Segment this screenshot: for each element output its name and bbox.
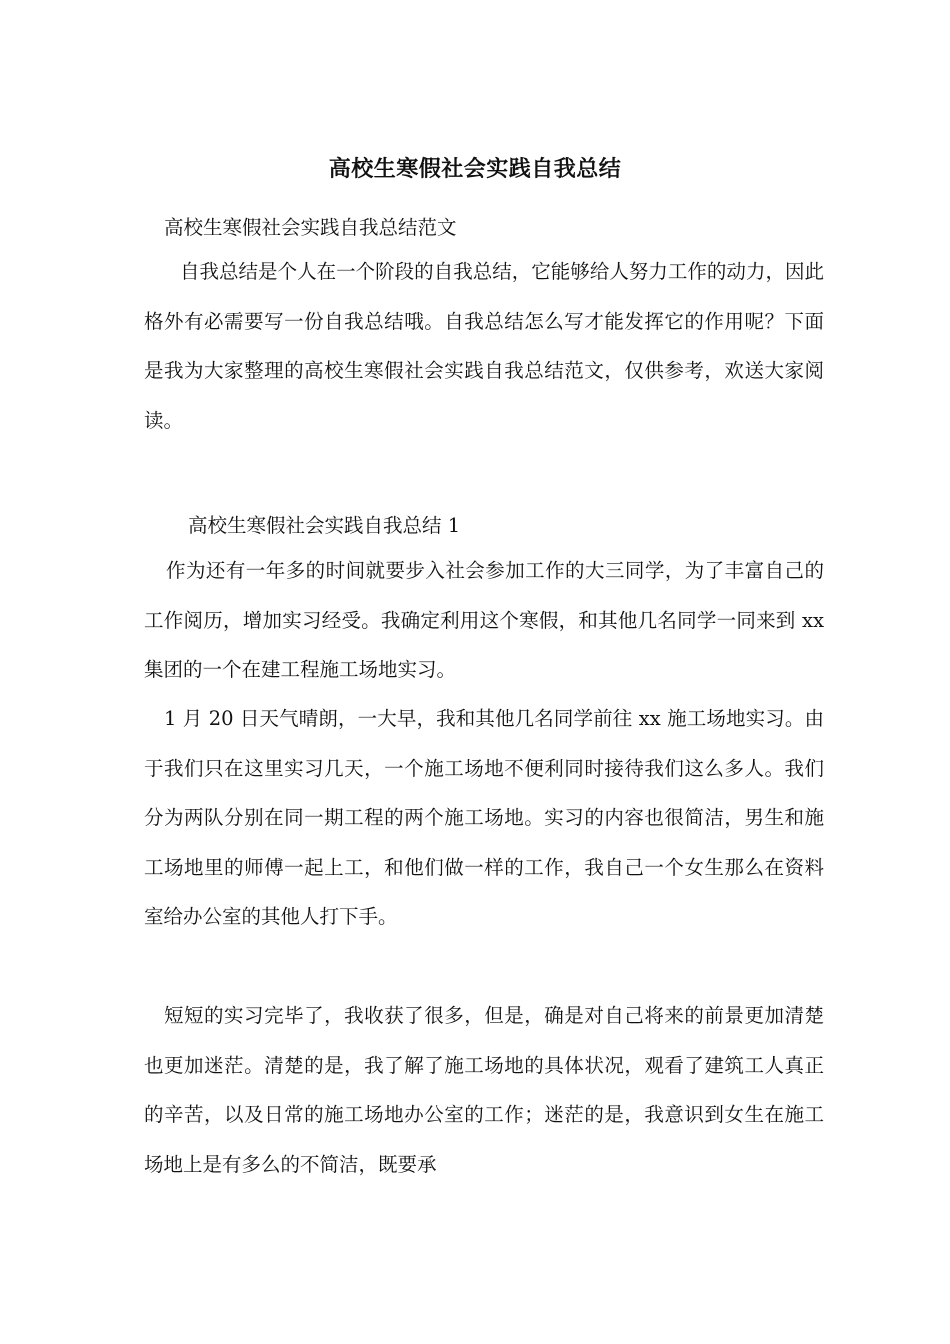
body-paragraph: 1 月 20 日天气晴朗，一大早，我和其他几名同学前往 xx 施工场地实习。由于我们只在这里实习几天，一个施工场地不便利同时接待我们这么多人。我们分为两队分别在同一期工程的两个施工场地。实习的内容也很简洁，男生和施工场地里的师傅一起上工，和他们做一样的工作，我自己一个女生那么在资料室给办公室的其他人打下手。: [144, 707, 824, 928]
intro-paragraph: 自我总结是个人在一个阶段的自我总结，它能够给人努力工作的动力，因此格外有必需要写一份自我总结哦。自我总结怎么写才能发挥它的作用呢？下面是我为大家整理的高校生寒假社会实践自我总结范文，仅供参考，欢送大家阅读。: [144, 260, 824, 432]
body-paragraph: 作为还有一年多的时间就要步入社会参加工作的大三同学，为了丰富自己的工作阅历，增加实习经受。我确定利用这个寒假，和其他几名同学一同来到 xx 集团的一个在建工程施工场地实习。: [144, 559, 824, 681]
section-title: 高校生寒假社会实践自我总结 1: [188, 514, 461, 537]
body-paragraph: 短短的实习完毕了，我收获了很多，但是，确是对自己将来的前景更加清楚也更加迷茫。清楚的是，我了解了施工场地的具体状况，观看了建筑工人真正的辛苦，以及日常的施工场地办公室的工作；迷茫的是，我意识到女生在施工场地上是有多么的不简洁，既要承: [144, 1004, 824, 1176]
document-title: 高校生寒假社会实践自我总结: [328, 156, 622, 182]
document-subtitle: 高校生寒假社会实践自我总结范文: [164, 216, 457, 239]
